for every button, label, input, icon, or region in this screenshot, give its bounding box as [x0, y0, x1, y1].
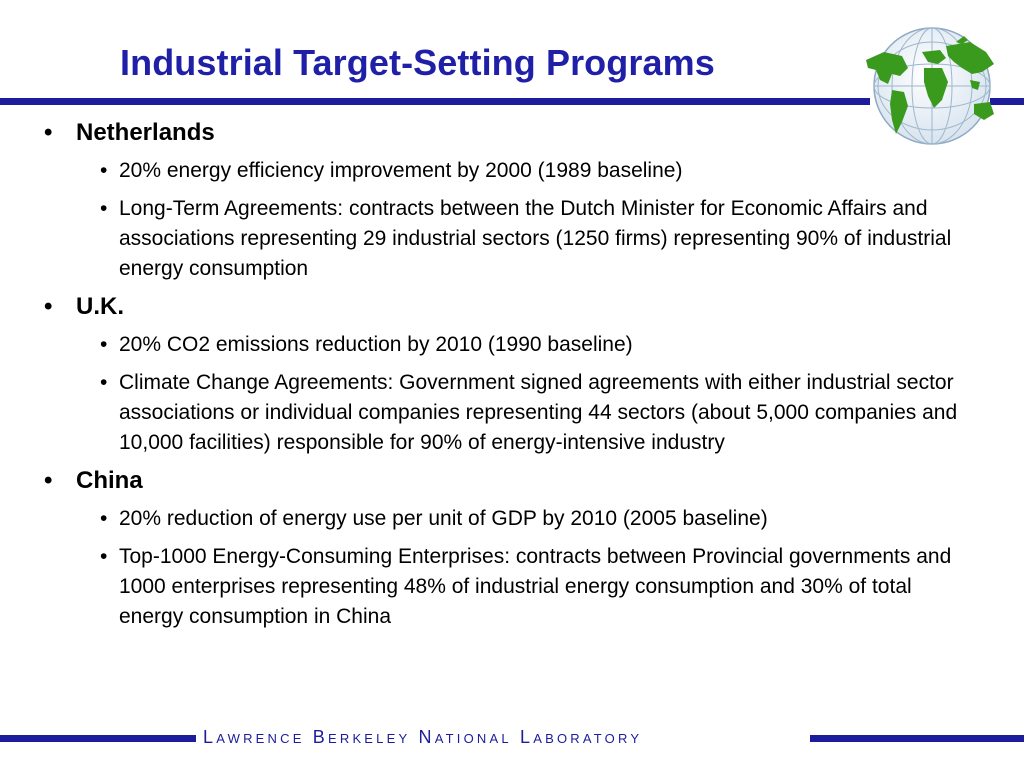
bullet-heading — [44, 466, 974, 496]
footer-organization: Lawrence Berkeley National Laboratory — [203, 727, 643, 747]
bullet-item — [100, 330, 974, 360]
item-text: Climate Change Agreements: Government signed agreements with either industrial sector associations or individual companies representing 44 sectors (about 5,000 companies and 10,000 facilities) responsible for 90% of energy-intensive industry — [119, 371, 958, 454]
section-china — [44, 466, 974, 632]
footer-divider-left — [0, 735, 196, 742]
bullet-icon: • — [100, 371, 108, 394]
bullet-item — [100, 542, 974, 632]
bullet-icon: • — [44, 293, 53, 320]
slide-title: Industrial Target-Setting Programs — [120, 42, 715, 83]
section-netherlands — [44, 118, 974, 284]
item-text: 20% reduction of energy use per unit of GDP by 2010 (2005 baseline) — [119, 507, 768, 530]
item-text: Long-Term Agreements: contracts between the Dutch Minister for Economic Affairs and associations representing 29 industrial sectors (1250 firms) representing 90% of industrial energy consumption — [119, 197, 952, 280]
bullet-icon: • — [44, 119, 53, 146]
slide-body — [44, 118, 974, 640]
bullet-item — [100, 194, 974, 284]
heading-text: China — [76, 467, 143, 494]
bullet-icon: • — [100, 159, 108, 182]
bullet-item — [100, 368, 974, 458]
bullet-item — [100, 504, 974, 534]
bullet-heading — [44, 292, 974, 322]
item-text: Top-1000 Energy-Consuming Enterprises: contracts between Provincial governments and 1000 enterprises representing 48% of industrial energy consumption and 30% of total energy consumption in China — [119, 545, 952, 628]
item-text: 20% CO2 emissions reduction by 2010 (1990 baseline) — [119, 333, 633, 356]
bullet-icon: • — [44, 467, 53, 494]
bullet-icon: • — [100, 333, 108, 356]
item-text: 20% energy efficiency improvement by 2000 (1989 baseline) — [119, 159, 683, 182]
footer-divider-right — [810, 735, 1024, 742]
heading-text: Netherlands — [76, 119, 215, 146]
bullet-item — [100, 156, 974, 186]
bullet-icon: • — [100, 197, 108, 220]
section-uk — [44, 292, 974, 458]
heading-text: U.K. — [76, 293, 124, 320]
title-divider — [0, 98, 870, 105]
bullet-icon: • — [100, 545, 108, 568]
bullet-heading — [44, 118, 974, 148]
bullet-icon: • — [100, 507, 108, 530]
